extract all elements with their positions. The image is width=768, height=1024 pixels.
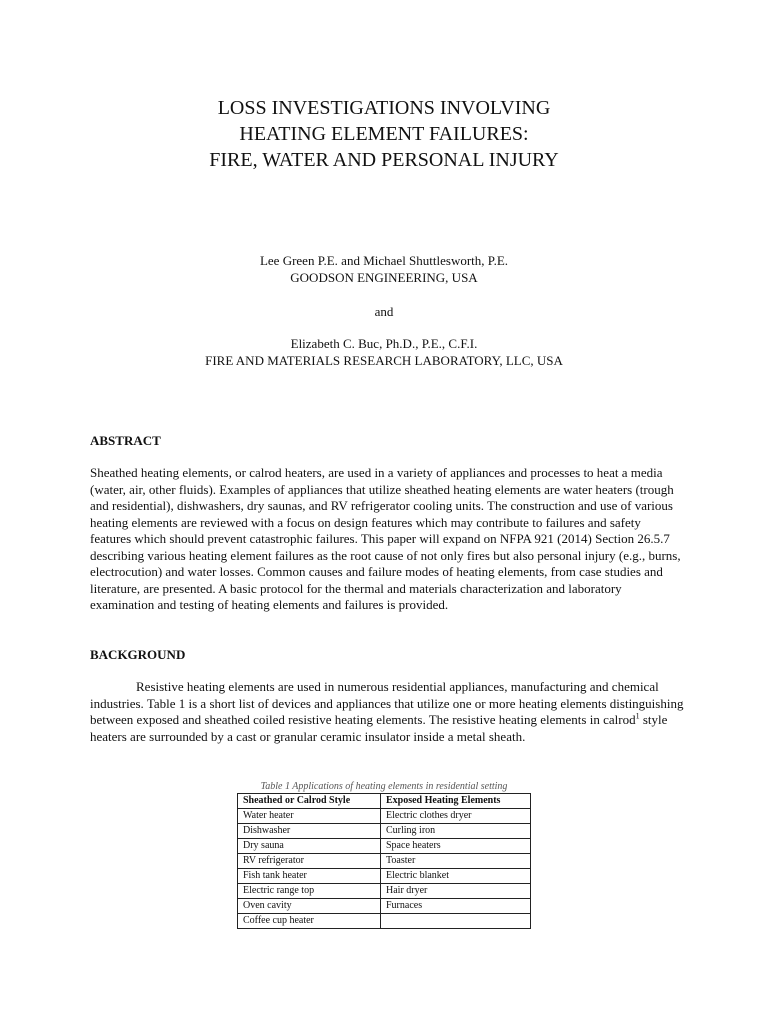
table-cell: Fish tank heater bbox=[238, 869, 381, 884]
title-line-3: FIRE, WATER AND PERSONAL INJURY bbox=[209, 149, 559, 171]
table-row bbox=[238, 809, 531, 824]
table-cell: Toaster bbox=[381, 854, 531, 869]
author-affiliation-1: GOODSON ENGINEERING, USA bbox=[290, 270, 478, 285]
header-sheathed: Sheathed or Calrod Style bbox=[238, 794, 381, 809]
footnote-marker: 1 bbox=[635, 711, 640, 721]
table-cell: Hair dryer bbox=[381, 884, 531, 899]
background-text-2: style heaters are surrounded by a cast or granular ceramic insulator inside a metal sheath. bbox=[90, 712, 668, 744]
table-caption: Table 1 Applications of heating elements in residential setting bbox=[260, 781, 508, 792]
abstract-heading: ABSTRACT bbox=[90, 433, 161, 448]
table-row bbox=[238, 854, 531, 869]
author-names-2: Elizabeth C. Buc, Ph.D., P.E., C.F.I. bbox=[290, 336, 478, 351]
table-header-row bbox=[238, 794, 531, 809]
table-cell: Coffee cup heater bbox=[238, 914, 381, 929]
author-affiliation-2: FIRE AND MATERIALS RESEARCH LABORATORY, LLC, USA bbox=[205, 353, 563, 368]
table-row bbox=[238, 869, 531, 884]
table-row bbox=[238, 899, 531, 914]
table-cell: Furnaces bbox=[381, 899, 531, 914]
table-cell: Dishwasher bbox=[238, 824, 381, 839]
background-body bbox=[90, 679, 684, 745]
author-names-1: Lee Green P.E. and Michael Shuttlesworth, P.E. bbox=[259, 253, 509, 268]
table-cell: Dry sauna bbox=[238, 839, 381, 854]
table-row bbox=[238, 884, 531, 899]
table-cell: Curling iron bbox=[381, 824, 531, 839]
abstract-body: Sheathed heating elements, or calrod heaters, are used in a variety of appliances and processes to heat a media (water, air, other fluids). Examples of appliances that utilize sheathed heating elements are water heaters (trough and residential), dishwashers, dry saunas, and RV refrigerator cooling units. The construction and use of various heating elements are reviewed with a focus on design features which may contribute to failures and safety features which should prevent catastrophic failures. This paper will expand on NFPA 921 (2014) Section 26.5.7 describing various heating element failures as the root cause of not only fires but also personal injury (e.g., burns, electrocution) and water losses. Common causes and failure modes of heating elements, from case studies and literature, are presented. A basic protocol for the thermal and materials characterization and laboratory examination and testing of heating elements and failures is provided. bbox=[90, 465, 681, 612]
paper-title bbox=[0, 95, 768, 173]
table-row bbox=[238, 824, 531, 839]
author-group-1 bbox=[0, 252, 768, 286]
background-heading: BACKGROUND bbox=[90, 647, 186, 662]
table-cell: Electric blanket bbox=[381, 869, 531, 884]
table-row bbox=[238, 839, 531, 854]
applications-table bbox=[237, 793, 531, 929]
author-conjunction: and bbox=[374, 304, 394, 319]
table-cell bbox=[381, 914, 531, 929]
title-line-1: LOSS INVESTIGATIONS INVOLVING bbox=[217, 97, 551, 119]
title-line-2: HEATING ELEMENT FAILURES: bbox=[239, 123, 529, 145]
table-cell: Electric clothes dryer bbox=[381, 809, 531, 824]
author-group-2 bbox=[0, 335, 768, 369]
table-cell: Oven cavity bbox=[238, 899, 381, 914]
table-row bbox=[238, 914, 531, 929]
table-cell: RV refrigerator bbox=[238, 854, 381, 869]
header-exposed: Exposed Heating Elements bbox=[381, 794, 531, 809]
background-text-1: Resistive heating elements are used in numerous residential appliances, manufacturing and chemical industries. Table 1 is a short list of devices and appliances that utilize one or more heating elements distinguishing between exposed and sheathed coiled resistive heating elements. The resistive heating elements in calrod bbox=[90, 679, 684, 727]
table-cell: Water heater bbox=[238, 809, 381, 824]
table-cell: Electric range top bbox=[238, 884, 381, 899]
table-cell: Space heaters bbox=[381, 839, 531, 854]
